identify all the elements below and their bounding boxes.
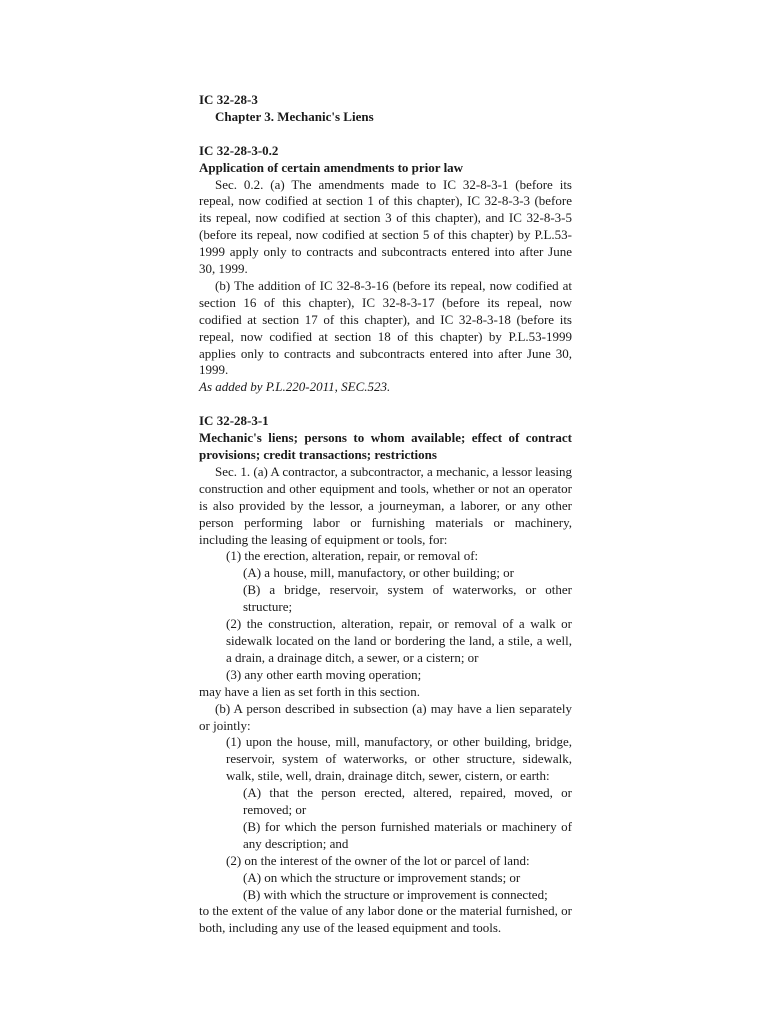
section-1-para-a: Sec. 1. (a) A contractor, a subcontractor, a mechanic, a lessor leasing construction and other equipment and tools, whether or not an operator is also provided by the lessor, a journeyman, a laborer, or any other person performing labor or furnishing materials or machinery, including the leasing of equipment or tools, for: bbox=[199, 463, 572, 547]
section-1-heading: Mechanic's liens; persons to whom available; effect of contract provisions; credit transactions; restrictions bbox=[199, 430, 572, 462]
section-0-2-history: As added by P.L.220-2011, SEC.523. bbox=[199, 379, 391, 395]
section-1-code: IC 32-28-3-1 bbox=[199, 413, 269, 429]
clause-a1B: (B) a bridge, reservoir, system of waterworks, or other structure; bbox=[243, 582, 572, 615]
section-1-para-a-tail: may have a lien as set forth in this section. bbox=[199, 683, 420, 699]
section-1-para-b: (b) A person described in subsection (a) may have a lien separately or jointly: bbox=[199, 700, 572, 733]
clause-a3: (3) any other earth moving operation; bbox=[226, 666, 422, 682]
clause-b2A: (A) on which the structure or improvement stands; or bbox=[243, 869, 521, 885]
clause-a2: (2) the construction, alteration, repair, or removal of a walk or sidewalk located on the land or bordering the land, a stile, a well, a drain, a drainage ditch, a sewer, or a cistern; or bbox=[226, 616, 572, 665]
clause-b1A: (A) that the person erected, altered, repaired, moved, or removed; or bbox=[243, 785, 572, 818]
clause-a1: (1) the erection, alteration, repair, or removal of: bbox=[226, 548, 479, 564]
chapter-title: Chapter 3. Mechanic's Liens bbox=[215, 108, 374, 124]
document-page bbox=[199, 92, 572, 937]
section-1-para-b-tail: to the extent of the value of any labor done or the material furnished, or both, including any use of the leased equipment and tools. bbox=[199, 903, 572, 936]
chapter-code: IC 32-28-3 bbox=[199, 92, 258, 107]
clause-b2B: (B) with which the structure or improvement is connected; bbox=[243, 886, 548, 902]
section-0-2-heading: Application of certain amendments to prior law bbox=[199, 159, 464, 175]
clause-b1B: (B) for which the person furnished materials or machinery of any description; and bbox=[243, 818, 572, 851]
clause-b2: (2) on the interest of the owner of the lot or parcel of land: bbox=[226, 852, 530, 868]
section-0-2-para-b: (b) The addition of IC 32-8-3-16 (before its repeal, now codified at section 16 of this chapter), IC 32-8-3-17 (before its repeal, now codified at section 17 of this chapter), and IC 32-8-3-18 (before its repeal, now codified at section 18 of this chapter) by P.L.53-1999 applies only to contracts and subcontracts entered into after June 30, 1999. bbox=[199, 277, 572, 378]
clause-b1: (1) upon the house, mill, manufactory, or other building, bridge, reservoir, system of waterworks, or other structure, sidewalk, walk, stile, well, drain, drainage ditch, sewer, cistern, or earth: bbox=[226, 734, 572, 784]
clause-a1A: (A) a house, mill, manufactory, or other building; or bbox=[243, 565, 515, 581]
section-0-2-para-a: Sec. 0.2. (a) The amendments made to IC 32-8-3-1 (before its repeal, now codified at section 1 of this chapter), IC 32-8-3-3 (before its repeal, now codified at section 3 of this chapter), and IC 32-8-3-5 (before its repeal, now codified at section 5 of this chapter) by P.L.53-1999 apply only to contracts and subcontracts entered into after June 30, 1999. bbox=[199, 176, 572, 277]
section-0-2-code: IC 32-28-3-0.2 bbox=[199, 142, 279, 158]
